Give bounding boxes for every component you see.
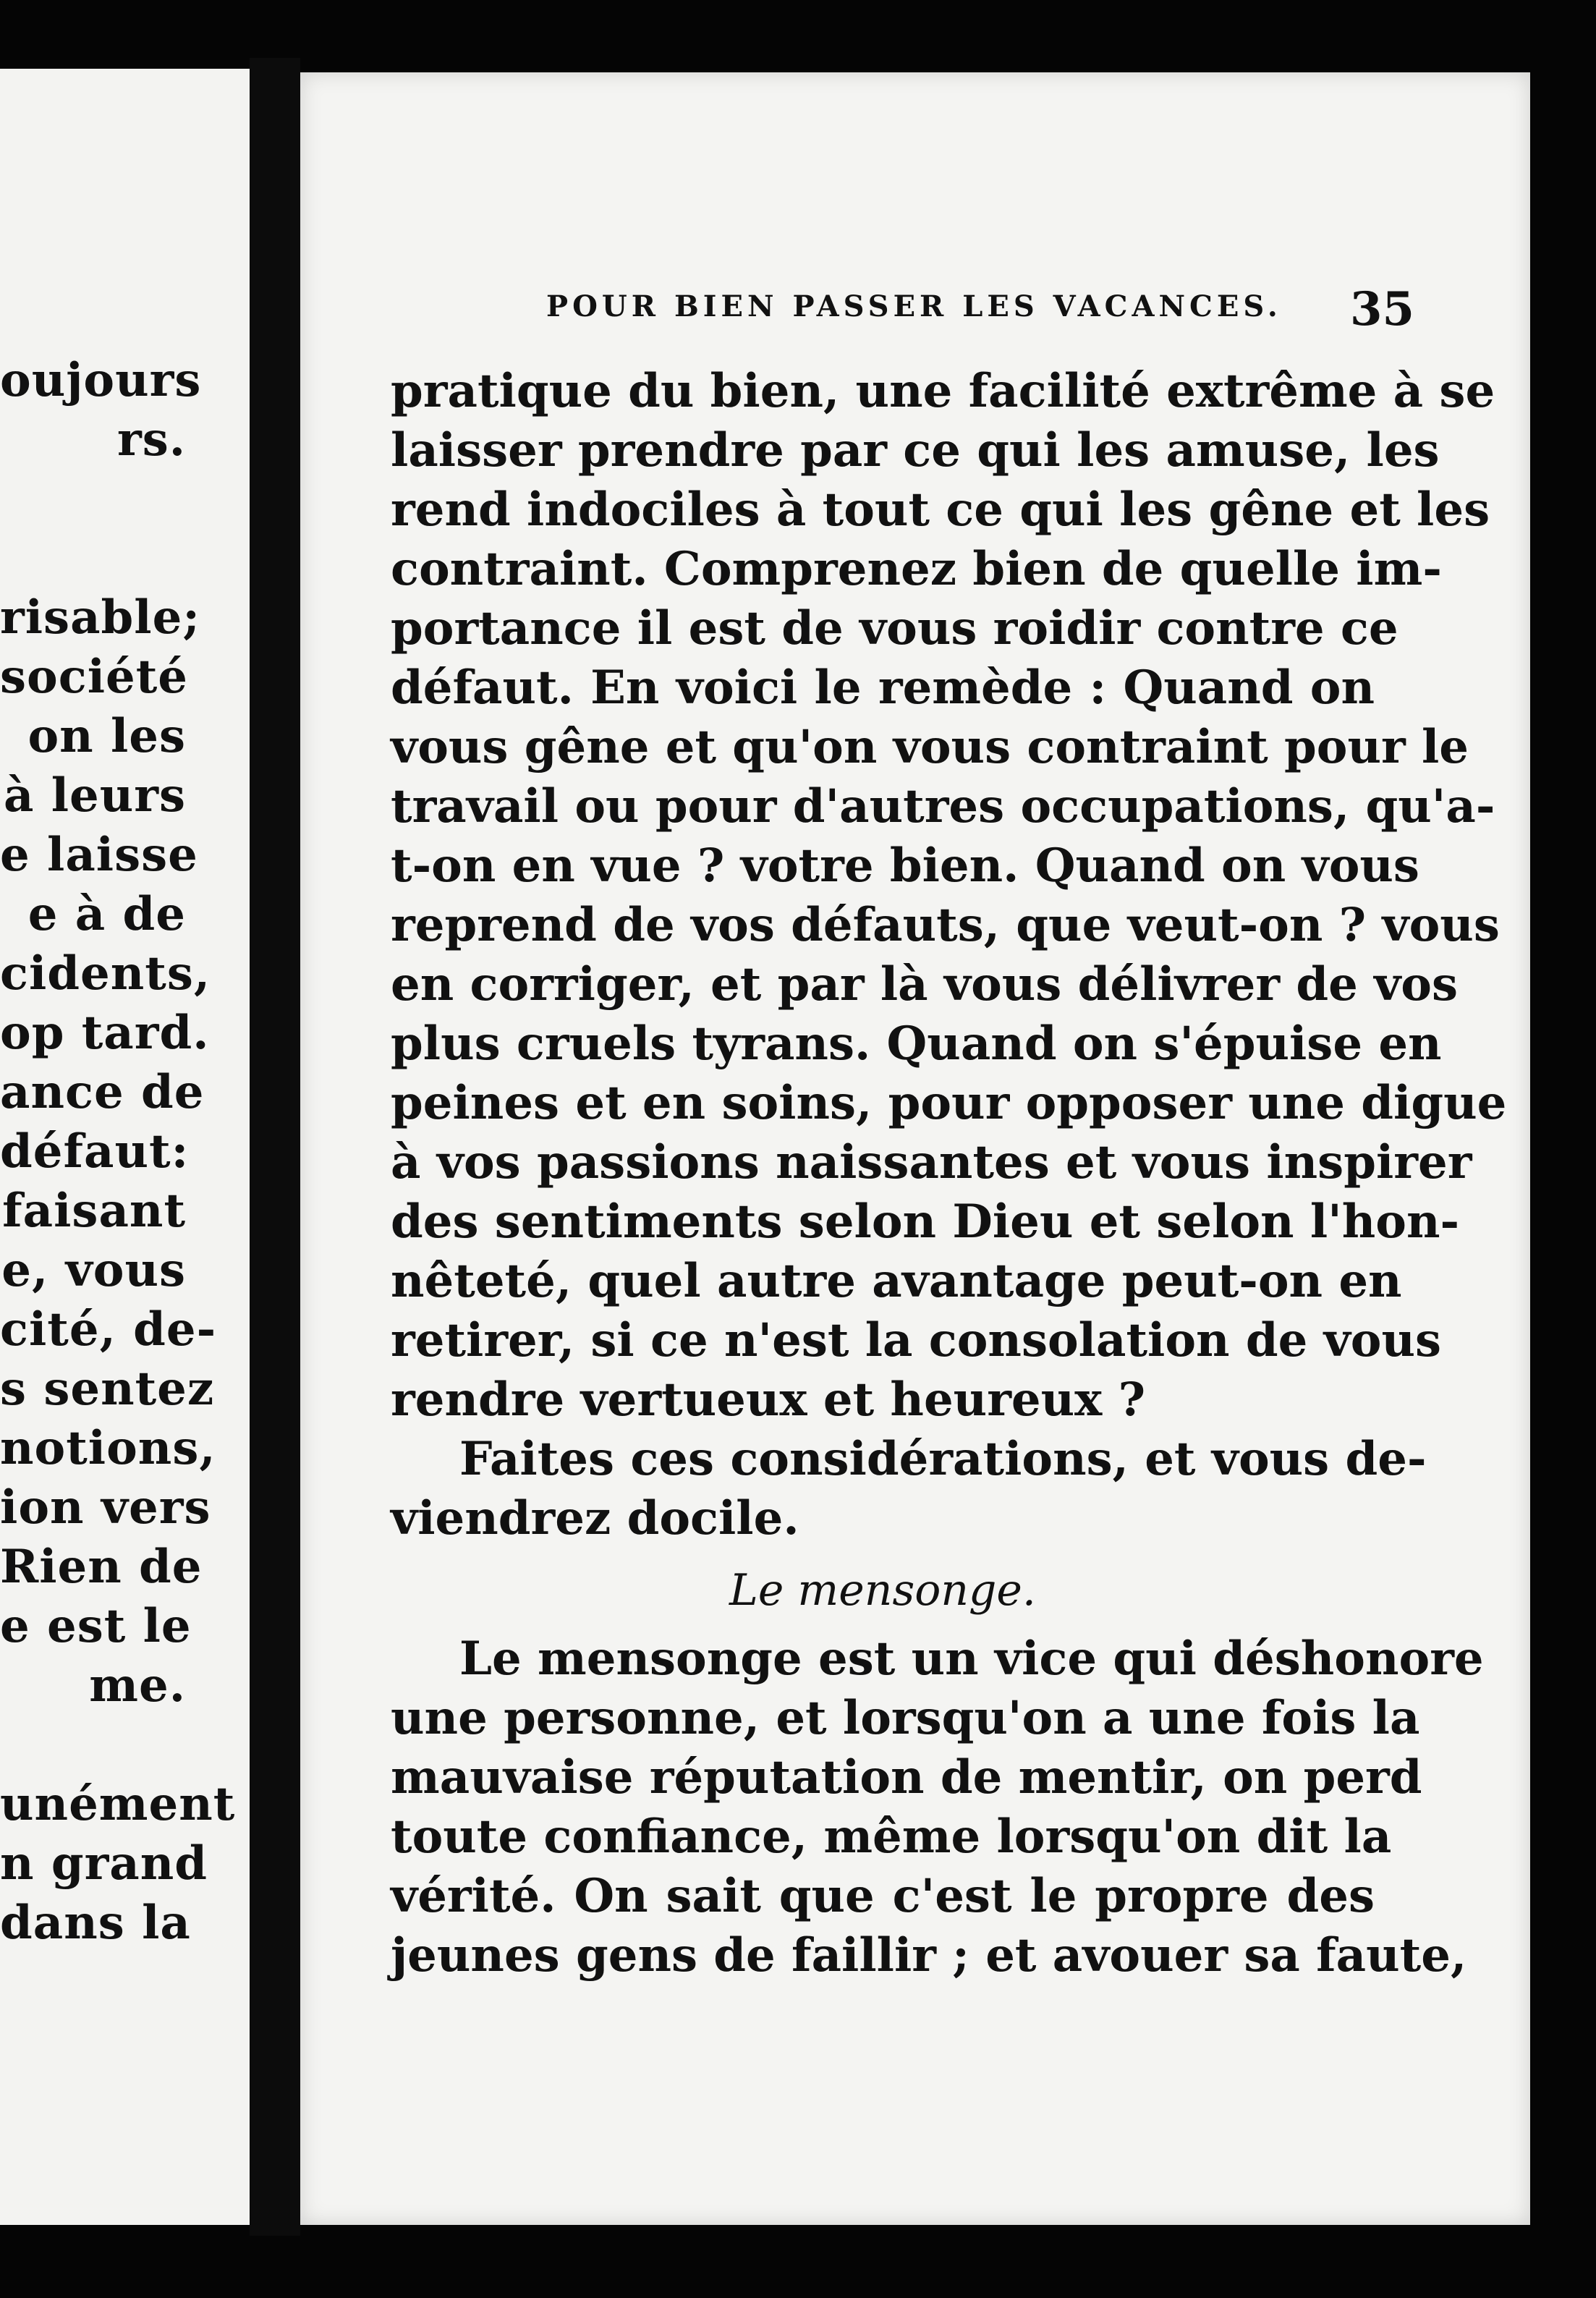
previous-page-line: [0, 470, 250, 529]
text-line: nêteté, quel autre avantage peut-on en: [391, 1254, 1402, 1308]
previous-page-line: faisant: [2, 1184, 186, 1238]
text-line: t-on en vue ? votre bien. Quand on vous: [391, 839, 1419, 893]
text-line: contraint. Comprenez bien de quelle im-: [391, 542, 1442, 596]
previous-page-line: s sentez: [0, 1362, 215, 1416]
text-line: pratique du bien, une facilité extrême à se: [391, 364, 1495, 418]
previous-page-line: cité, de-: [0, 1302, 217, 1357]
previous-page-line: e est le: [0, 1599, 192, 1653]
text-line: vous gêne et qu'on vous contraint pour le: [391, 720, 1469, 774]
previous-page-line: rs.: [116, 412, 186, 467]
page-number: 35: [1349, 282, 1414, 336]
text-line: mauvaise réputation de mentir, on perd: [391, 1750, 1422, 1805]
text-line: travail ou pour d'autres occupations, qu'a-: [391, 779, 1495, 834]
book-gutter: [250, 58, 300, 2236]
text-line: laisser prendre par ce qui les amuse, les: [391, 423, 1440, 478]
text-line: peines et en soins, pour opposer une digue: [391, 1076, 1507, 1130]
book-page: [300, 72, 1530, 2225]
previous-page-line: [0, 529, 250, 588]
section-title: Le mensonge.: [729, 1565, 1036, 1616]
text-line: en corriger, et par là vous délivrer de vos: [391, 957, 1458, 1012]
previous-page-line: cidents,: [0, 946, 211, 1001]
body-text: [391, 362, 1507, 1985]
text-line: jeunes gens de faillir ; et avouer sa faute,: [391, 1928, 1467, 1983]
running-head: [546, 282, 1414, 347]
previous-page-line: dans la: [0, 1896, 191, 1950]
text-line: vérité. On sait que c'est le propre des: [391, 1869, 1375, 1923]
previous-page-edge: [0, 69, 250, 2225]
text-line: à vos passions naissantes et vous inspirer: [391, 1135, 1472, 1190]
previous-page-line: op tard.: [0, 1006, 210, 1060]
previous-page-line: on les: [27, 709, 186, 763]
previous-page-line: e, vous: [1, 1243, 186, 1297]
previous-page-line: Rien de: [0, 1540, 203, 1594]
previous-page-line: unément: [0, 1777, 236, 1831]
previous-page-line: ion vers: [0, 1480, 211, 1535]
text-line: reprend de vos défauts, que veut-on ? vous: [391, 898, 1500, 952]
previous-page-line: n grand: [0, 1836, 208, 1891]
previous-page-line: société: [0, 650, 188, 704]
text-line: retirer, si ce n'est la consolation de vous: [391, 1313, 1441, 1368]
previous-page-line: e à de: [27, 887, 186, 941]
previous-page-line: risable;: [0, 590, 200, 645]
previous-page-text: [0, 351, 250, 1953]
previous-page-line: oujours: [0, 353, 202, 407]
text-line: une personne, et lorsqu'on a une fois la: [391, 1691, 1420, 1745]
previous-page-line: notions,: [0, 1421, 216, 1475]
text-line: Faites ces considérations, et vous de-: [459, 1432, 1427, 1486]
previous-page-line: [0, 1716, 250, 1775]
previous-page-line: e laisse: [0, 828, 198, 882]
text-line: portance il est de vous roidir contre ce: [391, 601, 1398, 656]
text-line: toute confiance, même lorsqu'on dit la: [391, 1810, 1392, 1864]
text-line: rend indociles à tout ce qui les gêne et les: [391, 483, 1490, 537]
text-line: des sentiments selon Dieu et selon l'hon-: [391, 1195, 1460, 1249]
text-line: plus cruels tyrans. Quand on s'épuise en: [391, 1017, 1442, 1071]
text-line: viendrez docile.: [391, 1491, 799, 1546]
previous-page-line: ance de: [0, 1065, 205, 1119]
running-title: POUR BIEN PASSER LES VACANCES.: [546, 289, 1282, 323]
text-line: défaut. En voici le remède : Quand on: [391, 661, 1375, 715]
previous-page-line: à leurs: [3, 768, 186, 823]
text-line: rendre vertueux et heureux ?: [391, 1373, 1146, 1427]
previous-page-line: me.: [89, 1658, 186, 1713]
text-line: Le mensonge est un vice qui déshonore: [459, 1632, 1484, 1686]
previous-page-line: défaut:: [0, 1124, 190, 1179]
